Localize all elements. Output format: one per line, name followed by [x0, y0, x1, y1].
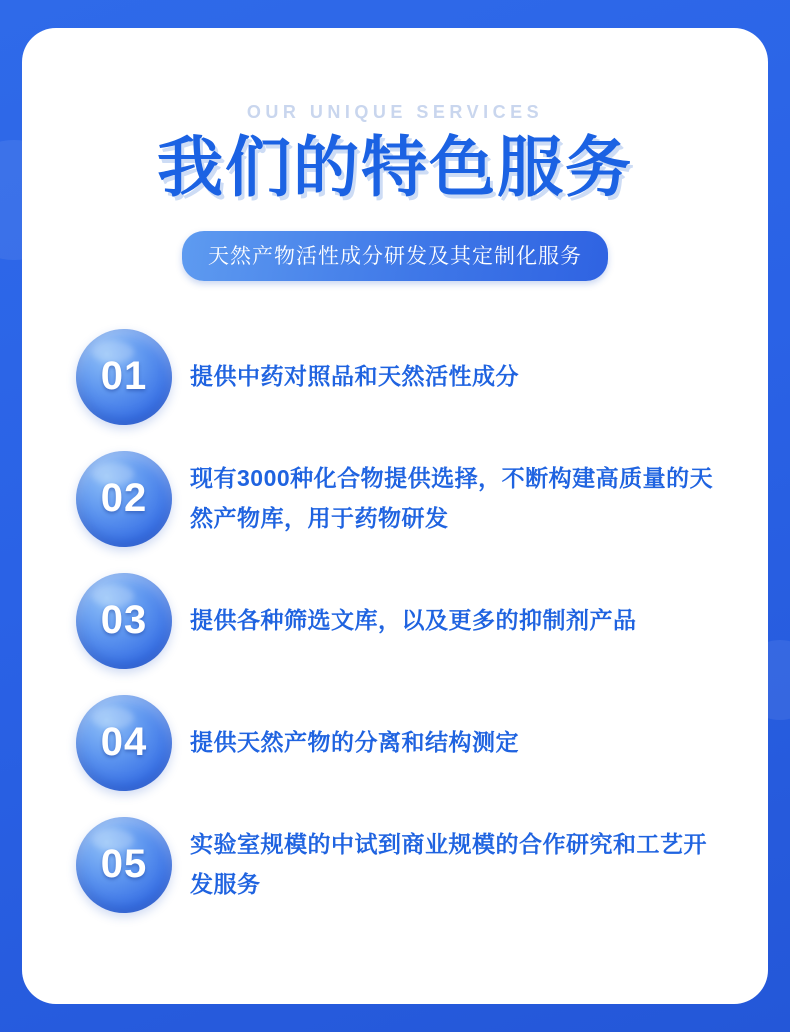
- page-title: 我们的特色服务: [157, 130, 633, 204]
- subtitle-container: [62, 231, 728, 281]
- list-item: [76, 573, 728, 669]
- service-text: 现有3000种化合物提供选择，不断构建高质量的天然产物库，用于药物研发: [190, 465, 714, 531]
- subtitle-badge: 天然产物活性成分研发及其定制化服务: [182, 231, 608, 281]
- list-item: [76, 817, 728, 913]
- service-text: 提供天然产物的分离和结构测定: [190, 729, 519, 756]
- service-number-badge: [76, 573, 172, 669]
- service-text: 实验室规模的中试到商业规模的合作研究和工艺开发服务: [190, 831, 707, 897]
- service-number: 02: [100, 476, 148, 521]
- content-card: [22, 28, 768, 1004]
- service-number-badge: [76, 695, 172, 791]
- service-number: 01: [100, 354, 148, 399]
- service-text: 提供各种筛选文库，以及更多的抑制剂产品: [190, 607, 637, 634]
- services-list: [62, 329, 728, 913]
- service-number-badge: [76, 451, 172, 547]
- service-number: 03: [100, 598, 148, 643]
- service-text: 提供中药对照品和天然活性成分: [190, 363, 519, 390]
- eyebrow-text: OUR UNIQUE SERVICES: [246, 102, 544, 122]
- service-number: 05: [100, 842, 148, 887]
- list-item: [76, 329, 728, 425]
- service-number: 04: [100, 720, 148, 765]
- list-item: [76, 695, 728, 791]
- service-number-badge: [76, 817, 172, 913]
- service-number-badge: [76, 329, 172, 425]
- list-item: [76, 451, 728, 547]
